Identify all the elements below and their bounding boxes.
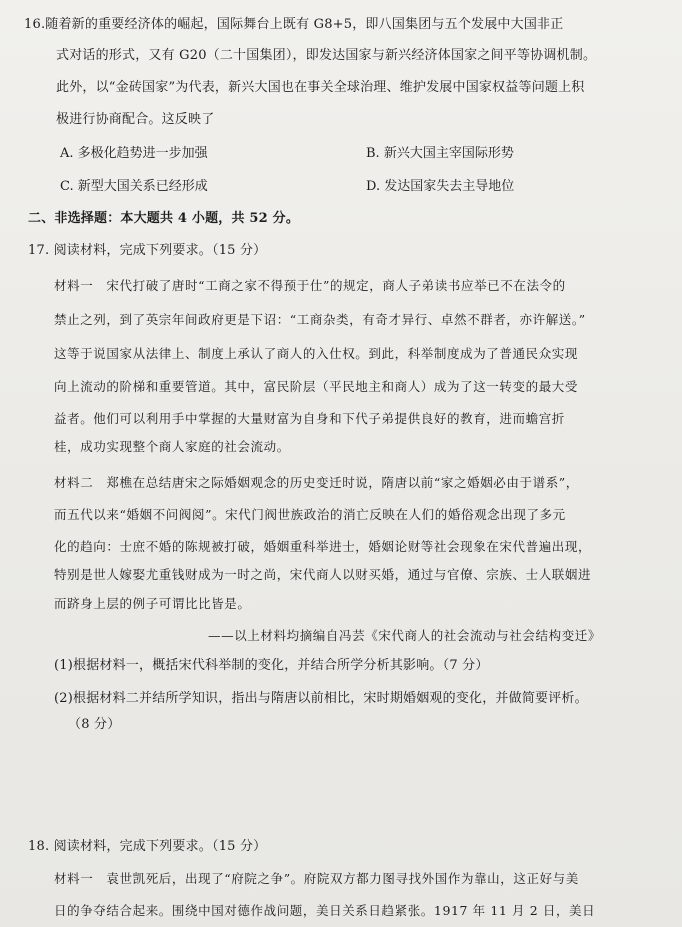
- q17-material1-line-5: 益者。他们可以利用手中掌握的大量财富为自身和下代子弟提供良好的教育，进而蟾宫折: [54, 411, 565, 426]
- q16-line-2: 式对话的形式，又有 G20（二十国集团），即发达国家与新兴经济体国家之间平等协调机制。: [56, 48, 597, 63]
- q17-material2-line-1: 材料二 郑樵在总结唐宋之际婚姻观念的历史变迁时说，隋唐以前“家之婚姻必由于谱系”，: [54, 475, 579, 490]
- q18-header: 18. 阅读材料，完成下列要求。（15 分）: [28, 839, 267, 854]
- q17-material1-line-3: 这等于说国家从法律上、制度上承认了商人的入仕权。到此，科举制度成为了普通民众实现: [54, 346, 579, 361]
- q17-material1-line-6: 桂，成功实现整个商人家庭的社会流动。: [54, 439, 290, 454]
- q17-material2-line-2: 而五代以来“婚姻不问阀阅”。宋代门阀世族政治的消亡反映在人们的婚俗观念出现了多元: [54, 507, 566, 522]
- q17-material1-line-2: 禁止之列，到了英宗年间政府更是下诏：“工商杂类，有奇才异行、卓然不群者，亦许解送。”: [54, 312, 586, 327]
- q18-material1-line-2: 日的争夺结合起来。围绕中国对德作战问题，美日关系日趋紧张。1917 年 11 月 2 日，美日: [54, 903, 596, 918]
- q17-subquestion-1: (1)根据材料一，概括宋代科举制的变化，并结合所学分析其影响。（7 分）: [54, 658, 489, 673]
- q17-material2-line-3: 化的趋向：士庶不婚的陈规被打破，婚姻重科举进士，婚姻论财等社会现象在宋代普遍出现，: [54, 539, 592, 554]
- q17-source-citation: ——以上材料均摘编自冯芸《宋代商人的社会流动与社会结构变迁》: [208, 628, 602, 643]
- q17-subquestion-2: (2)根据材料二并结所学知识，指出与隋唐以前相比，宋时期婚姻观的变化，并做简要评析。: [54, 691, 588, 706]
- q16-line-1: 16.随着新的重要经济体的崛起，国际舞台上既有 G8+5，即八国集团与五个发展中大国非正: [24, 17, 564, 32]
- q17-subquestion-2-score: （8 分）: [68, 717, 121, 732]
- q17-material1-line-4: 向上流动的阶梯和重要管道。其中，富民阶层（平民地主和商人）成为了这一转变的最大受: [54, 379, 579, 394]
- q16-option-a: A. 多极化趋势进一步加强: [60, 146, 208, 161]
- q16-option-c: C. 新型大国关系已经形成: [60, 179, 208, 194]
- q16-option-d: D. 发达国家失去主导地位: [366, 179, 515, 194]
- q16-line-3: 此外，以“金砖国家”为代表，新兴大国也在事关全球治理、维护发展中国家权益等问题上积: [56, 80, 585, 95]
- q17-material2-line-5: 而跻身上层的例子可谓比比皆是。: [54, 596, 251, 611]
- q16-line-4: 极进行协商配合。这反映了: [56, 112, 215, 127]
- section-2-heading: 二、非选择题：本大题共 4 小题，共 52 分。: [28, 211, 300, 226]
- q17-material1-line-1: 材料一 宋代打破了唐时“工商之家不得预于仕”的规定，商人子弟读书应举已不在法令的: [54, 278, 566, 293]
- q17-material2-line-4: 特别是世人嫁娶尤重钱财成为一时之尚，宋代商人以财买婚，通过与官僚、宗族、士人联姻进: [54, 567, 592, 582]
- q17-header: 17. 阅读材料，完成下列要求。（15 分）: [28, 243, 267, 258]
- q16-option-b: B. 新兴大国主宰国际形势: [366, 146, 514, 161]
- q18-material1-line-1: 材料一 袁世凯死后，出现了“府院之争”。府院双方都力图寻找外国作为靠山，这正好与美: [54, 871, 579, 886]
